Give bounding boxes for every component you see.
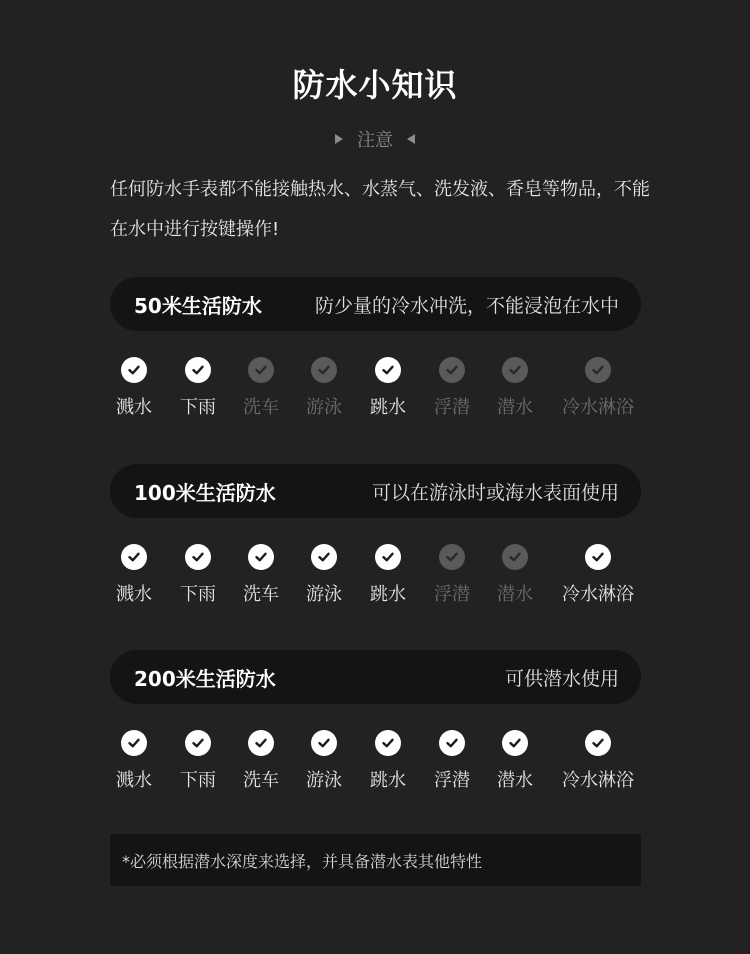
check-circle-icon	[121, 544, 147, 570]
activity-label: 游泳	[306, 397, 342, 418]
activity-label: 下雨	[180, 770, 216, 791]
triangle-left-icon	[407, 134, 415, 144]
section-title: 100米生活防水	[134, 480, 276, 505]
activity-label: 下雨	[180, 397, 216, 418]
check-circle-icon	[121, 357, 147, 383]
activity-label: 游泳	[306, 584, 342, 605]
check-circle-icon	[585, 357, 611, 383]
section-header	[110, 277, 641, 331]
section-description: 可以在游泳时或海水表面使用	[371, 481, 619, 504]
check-circle-icon	[311, 357, 337, 383]
check-circle-icon	[439, 544, 465, 570]
triangle-right-icon	[335, 134, 343, 144]
check-circle-icon	[502, 730, 528, 756]
activity-label: 洗车	[243, 397, 279, 418]
check-circle-icon	[375, 357, 401, 383]
activity-label: 洗车	[243, 770, 279, 791]
section-200m	[110, 650, 641, 808]
activity-label: 跳水	[370, 770, 406, 791]
check-circle-icon	[585, 730, 611, 756]
check-circle-icon	[185, 544, 211, 570]
activity-item	[475, 544, 555, 606]
activity-list	[110, 532, 641, 622]
check-circle-icon	[311, 730, 337, 756]
section-description: 防少量的冷水冲洗，不能浸泡在水中	[314, 294, 619, 317]
section-50m	[110, 277, 641, 435]
activity-label: 浮潜	[434, 770, 470, 791]
activity-item	[558, 544, 638, 606]
check-circle-icon	[185, 730, 211, 756]
activity-label: 溅水	[116, 584, 152, 605]
intro-text: 任何防水手表都不能接触热水、水蒸气、洗发液、香皂等物品，不能在水中进行按键操作!	[110, 179, 650, 240]
check-circle-icon	[502, 544, 528, 570]
activity-label: 潜水	[497, 770, 533, 791]
activity-list	[110, 718, 641, 808]
section-header	[110, 464, 641, 518]
notice-label: 注意	[357, 130, 393, 151]
activity-label: 浮潜	[434, 584, 470, 605]
activity-label: 冷水淋浴	[562, 584, 634, 605]
activity-label: 溅水	[116, 397, 152, 418]
activity-label: 潜水	[497, 584, 533, 605]
activity-item	[558, 730, 638, 792]
activity-label: 溅水	[116, 770, 152, 791]
check-circle-icon	[585, 544, 611, 570]
notice-heading	[0, 126, 750, 152]
section-100m	[110, 464, 641, 622]
check-circle-icon	[439, 357, 465, 383]
activity-item	[475, 357, 555, 419]
check-circle-icon	[121, 730, 147, 756]
section-description: 可供潜水使用	[504, 667, 619, 690]
check-circle-icon	[439, 730, 465, 756]
check-circle-icon	[248, 544, 274, 570]
activity-item	[475, 730, 555, 792]
section-title: 200米生活防水	[134, 666, 276, 691]
check-circle-icon	[502, 357, 528, 383]
page-title: 防水小知识	[292, 66, 458, 104]
check-circle-icon	[248, 730, 274, 756]
section-header	[110, 650, 641, 704]
check-circle-icon	[248, 357, 274, 383]
activity-label: 跳水	[370, 397, 406, 418]
activity-label: 冷水淋浴	[562, 770, 634, 791]
activity-label: 潜水	[497, 397, 533, 418]
activity-item	[558, 357, 638, 419]
check-circle-icon	[375, 730, 401, 756]
activity-label: 冷水淋浴	[562, 397, 634, 418]
activity-label: 游泳	[306, 770, 342, 791]
check-circle-icon	[185, 357, 211, 383]
activity-label: 洗车	[243, 584, 279, 605]
activity-label: 跳水	[370, 584, 406, 605]
activity-label: 下雨	[180, 584, 216, 605]
check-circle-icon	[375, 544, 401, 570]
footer-note: *必须根据潜水深度来选择，并具备潜水表其他特性	[110, 834, 641, 886]
section-title: 50米生活防水	[134, 293, 262, 318]
check-circle-icon	[311, 544, 337, 570]
activity-label: 浮潜	[434, 397, 470, 418]
activity-list	[110, 345, 641, 435]
